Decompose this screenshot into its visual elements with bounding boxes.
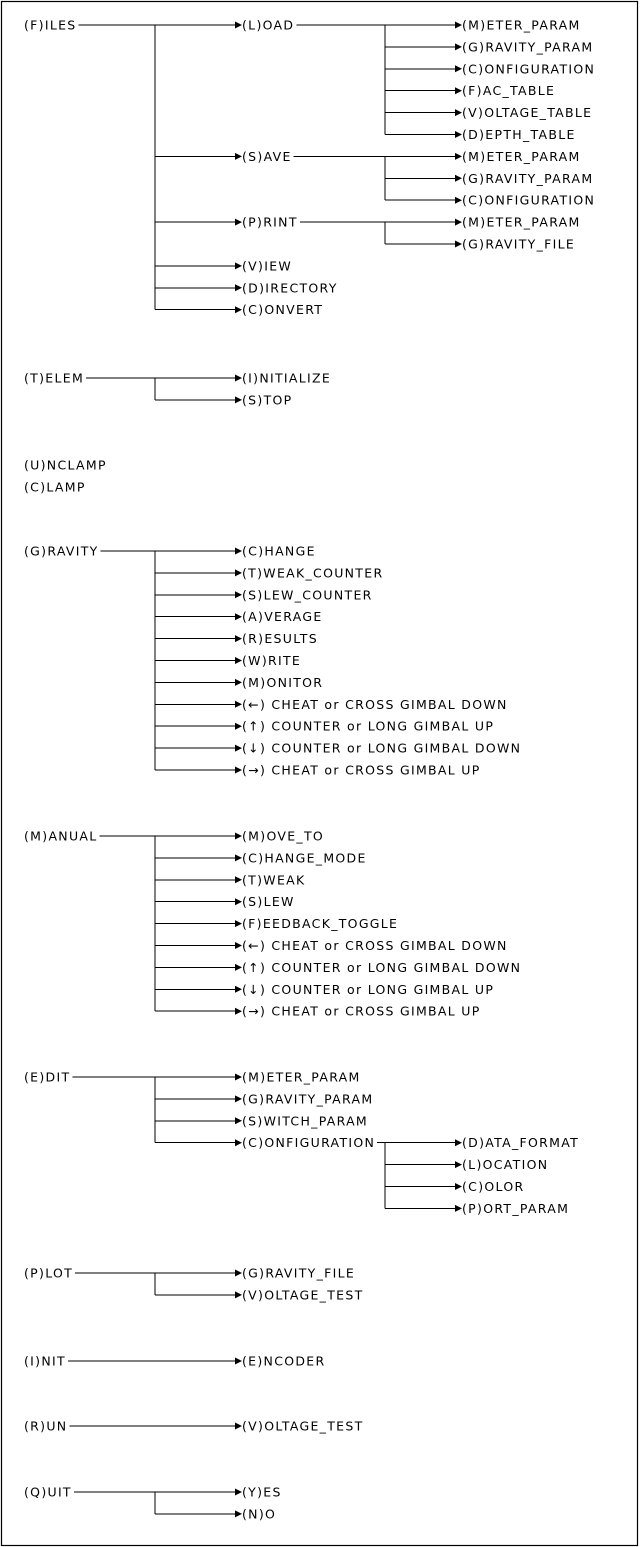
menu-label-edit: (E)DIT — [24, 1069, 71, 1085]
menu-label-move-to: (M)OVE_TO — [242, 828, 325, 844]
menu-label-init: (I)NIT — [24, 1353, 66, 1369]
connector-results-arrowhead — [235, 635, 242, 642]
connector-voltage-test-arrowhead — [235, 1291, 242, 1298]
menu-label-load: (L)OAD — [242, 17, 295, 33]
menu-label-stop: (S)TOP — [242, 392, 293, 408]
connector-change-arrowhead — [235, 548, 242, 555]
connector-gravity-param-arrowhead — [235, 1095, 242, 1102]
menu-label-data-format: (D)ATA_FORMAT — [462, 1135, 580, 1151]
connector-up-counter-or-long-gimbal-down-arrowhead — [235, 964, 242, 971]
menu-label-save: (S)AVE — [242, 148, 292, 164]
menu-label-gravity-file: (G)RAVITY_FILE — [242, 1265, 356, 1281]
menu-label-configuration: (C)ONFIGURATION — [242, 1135, 376, 1151]
menu-label-voltage-test: (V)OLTAGE_TEST — [242, 1418, 364, 1434]
menu-label-left-cheat-or-cross-gimbal-down: (←) CHEAT or CROSS GIMBAL DOWN — [242, 696, 508, 712]
connector-switch-param-arrowhead — [235, 1117, 242, 1124]
connector-meter-param-arrowhead — [455, 153, 462, 160]
menu-label-unclamp: (U)NCLAMP — [24, 457, 107, 473]
connector-down-counter-or-long-gimbal-up-arrowhead — [235, 986, 242, 993]
connector-load-arrowhead — [235, 22, 242, 29]
menu-label-change: (C)HANGE — [242, 543, 316, 559]
connector-initialize-arrowhead — [235, 375, 242, 382]
menu-label-clamp: (C)LAMP — [24, 479, 86, 495]
menu-label-configuration: (C)ONFIGURATION — [462, 192, 596, 208]
connector-right-cheat-or-cross-gimbal-up-arrowhead — [235, 767, 242, 774]
menu-label-meter-param: (M)ETER_PARAM — [242, 1069, 361, 1085]
connector-slew-counter-arrowhead — [235, 591, 242, 598]
connector-up-counter-or-long-gimbal-up-arrowhead — [235, 723, 242, 730]
connector-view-arrowhead — [235, 262, 242, 269]
menu-label-initialize: (I)NITIALIZE — [242, 370, 332, 386]
menu-label-files: (F)ILES — [24, 17, 77, 33]
connector-print-arrowhead — [235, 219, 242, 226]
connector-port-param-arrowhead — [455, 1205, 462, 1212]
connector-data-format-arrowhead — [455, 1139, 462, 1146]
connector-write-arrowhead — [235, 657, 242, 664]
connector-change-mode-arrowhead — [235, 854, 242, 861]
menu-label-location: (L)OCATION — [462, 1157, 549, 1173]
tree-labels — [24, 18, 595, 1522]
menu-label-plot: (P)LOT — [24, 1265, 74, 1281]
menu-label-right-cheat-or-cross-gimbal-up: (→) CHEAT or CROSS GIMBAL UP — [242, 1003, 481, 1019]
connector-no-arrowhead — [235, 1510, 242, 1517]
menu-label-view: (V)IEW — [242, 258, 293, 274]
connector-meter-param-arrowhead — [455, 22, 462, 29]
connector-feedback-toggle-arrowhead — [235, 920, 242, 927]
menu-label-down-counter-or-long-gimbal-down: (↓) COUNTER or LONG GIMBAL DOWN — [242, 740, 522, 756]
connector-encoder-arrowhead — [235, 1358, 242, 1365]
menu-label-voltage-table: (V)OLTAGE_TABLE — [462, 105, 593, 121]
menu-label-telem: (T)ELEM — [24, 370, 85, 386]
menu-label-slew-counter: (S)LEW_COUNTER — [242, 587, 373, 603]
connector-stop-arrowhead — [235, 396, 242, 403]
connector-meter-param-arrowhead — [455, 219, 462, 226]
menu-label-meter-param: (M)ETER_PARAM — [462, 17, 581, 33]
menu-label-feedback-toggle: (F)EEDBACK_TOGGLE — [242, 916, 399, 932]
menu-label-monitor: (M)ONITOR — [242, 674, 324, 690]
menu-label-left-cheat-or-cross-gimbal-down: (←) CHEAT or CROSS GIMBAL DOWN — [242, 938, 508, 953]
connector-left-cheat-or-cross-gimbal-down-arrowhead — [235, 701, 242, 708]
connector-slew-arrowhead — [235, 898, 242, 905]
menu-label-directory: (D)IRECTORY — [242, 280, 338, 296]
menu-label-up-counter-or-long-gimbal-up: (↑) COUNTER or LONG GIMBAL UP — [242, 718, 495, 734]
menu-label-color: (C)OLOR — [462, 1179, 525, 1194]
menu-label-encoder: (E)NCODER — [242, 1353, 326, 1369]
connector-color-arrowhead — [455, 1183, 462, 1190]
menu-label-meter-param: (M)ETER_PARAM — [462, 148, 581, 164]
menu-label-write: (W)RITE — [242, 653, 302, 668]
connector-tweak-counter-arrowhead — [235, 569, 242, 576]
connector-yes-arrowhead — [235, 1489, 242, 1496]
menu-label-run: (R)UN — [24, 1418, 68, 1434]
menu-label-up-counter-or-long-gimbal-down: (↑) COUNTER or LONG GIMBAL DOWN — [242, 959, 522, 975]
connector-meter-param-arrowhead — [235, 1074, 242, 1081]
connector-voltage-test-arrowhead — [235, 1423, 242, 1430]
connector-gravity-param-arrowhead — [455, 43, 462, 50]
menu-label-gravity: (G)RAVITY — [24, 543, 99, 559]
connector-directory-arrowhead — [235, 284, 242, 291]
menu-label-yes: (Y)ES — [242, 1484, 282, 1500]
connector-left-cheat-or-cross-gimbal-down-arrowhead — [235, 942, 242, 949]
connector-convert-arrowhead — [235, 306, 242, 313]
connector-depth-table-arrowhead — [455, 131, 462, 138]
menu-label-gravity-param: (G)RAVITY_PARAM — [462, 170, 594, 186]
connector-fac-table-arrowhead — [455, 87, 462, 94]
menu-label-average: (A)VERAGE — [242, 609, 323, 625]
menu-label-depth-table: (D)EPTH_TABLE — [462, 127, 576, 142]
menu-label-quit: (Q)UIT — [24, 1484, 72, 1500]
menu-label-results: (R)ESULTS — [242, 631, 318, 647]
menu-label-configuration: (C)ONFIGURATION — [462, 61, 596, 77]
connector-configuration-arrowhead — [455, 197, 462, 204]
menu-label-convert: (C)ONVERT — [242, 302, 324, 318]
connector-down-counter-or-long-gimbal-down-arrowhead — [235, 745, 242, 752]
menu-label-no: (N)O — [242, 1506, 277, 1522]
menu-label-slew: (S)LEW — [242, 894, 295, 910]
connector-gravity-file-arrowhead — [235, 1270, 242, 1277]
menu-label-tweak-counter: (T)WEAK_COUNTER — [242, 565, 384, 581]
menu-label-port-param: (P)ORT_PARAM — [462, 1200, 570, 1216]
menu-label-gravity-param: (G)RAVITY_PARAM — [462, 39, 594, 55]
connector-configuration-arrowhead — [455, 65, 462, 72]
connector-configuration-arrowhead — [235, 1139, 242, 1146]
menu-label-print: (P)RINT — [242, 214, 298, 230]
menu-label-switch-param: (S)WITCH_PARAM — [242, 1113, 369, 1129]
connector-monitor-arrowhead — [235, 679, 242, 686]
menu-label-right-cheat-or-cross-gimbal-up: (→) CHEAT or CROSS GIMBAL UP — [242, 762, 481, 778]
menu-label-meter-param: (M)ETER_PARAM — [462, 214, 581, 230]
menu-label-fac-table: (F)AC_TABLE — [462, 83, 556, 99]
connector-save-arrowhead — [235, 153, 242, 160]
menu-label-down-counter-or-long-gimbal-up: (↓) COUNTER or LONG GIMBAL UP — [242, 981, 495, 997]
menu-label-gravity-param: (G)RAVITY_PARAM — [242, 1091, 374, 1107]
menu-label-voltage-test: (V)OLTAGE_TEST — [242, 1287, 364, 1303]
menu-label-gravity-file: (G)RAVITY_FILE — [462, 236, 576, 252]
connector-average-arrowhead — [235, 613, 242, 620]
connector-move-to-arrowhead — [235, 833, 242, 840]
connector-right-cheat-or-cross-gimbal-up-arrowhead — [235, 1008, 242, 1015]
connector-gravity-param-arrowhead — [455, 175, 462, 182]
connector-gravity-file-arrowhead — [455, 241, 462, 248]
connector-location-arrowhead — [455, 1161, 462, 1168]
menu-label-manual: (M)ANUAL — [24, 828, 98, 844]
connector-tweak-arrowhead — [235, 876, 242, 883]
menu-label-change-mode: (C)HANGE_MODE — [242, 850, 367, 866]
menu-label-tweak: (T)WEAK — [242, 872, 306, 888]
connector-voltage-table-arrowhead — [455, 109, 462, 116]
